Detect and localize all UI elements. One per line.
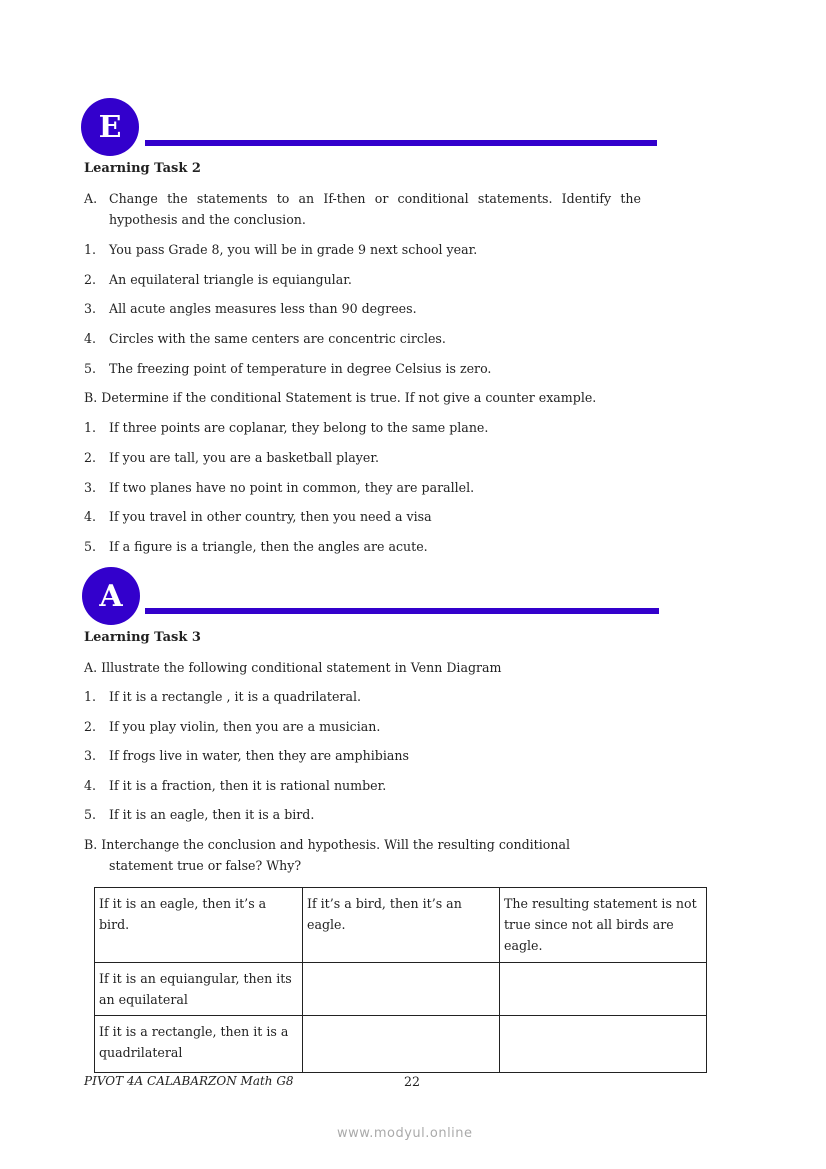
list-item: If a figure is a triangle, then the angles are acute.: [109, 539, 428, 554]
item-number: 5.: [84, 807, 97, 822]
instruction: Change the statements to an If-then or conditional statements. Identify the: [109, 191, 641, 206]
item-number: 1.: [84, 689, 97, 704]
table-cell: If it is a rectangle, then it is a quadrilateral: [95, 1016, 303, 1073]
item-number: 1.: [84, 420, 97, 435]
item-number: 5.: [84, 361, 97, 376]
section-a-badge: A: [82, 567, 140, 625]
list-item: If you play violin, then you are a musician.: [109, 719, 381, 734]
list-item: If you travel in other country, then you need a visa: [109, 509, 432, 524]
table-cell[interactable]: [303, 1016, 500, 1073]
item-number: 4.: [84, 509, 97, 524]
section-title: Learning Task 2: [84, 161, 201, 176]
item-number: 2.: [84, 272, 97, 287]
instruction: hypothesis and the conclusion.: [109, 212, 306, 227]
part-label: A.: [84, 191, 98, 206]
list-item: You pass Grade 8, you will be in grade 9 next school year.: [109, 242, 478, 257]
item-number: 3.: [84, 301, 97, 316]
watermark: www.modyul.online: [337, 1126, 473, 1141]
list-item: If it is an eagle, then it is a bird.: [109, 807, 315, 822]
list-item: If frogs live in water, then they are amphibians: [109, 748, 409, 763]
item-number: 2.: [84, 450, 97, 465]
table-cell[interactable]: [500, 1016, 707, 1073]
list-item: An equilateral triangle is equiangular.: [109, 272, 352, 287]
footer-title: PIVOT 4A CALABARZON Math G8: [84, 1074, 294, 1088]
item-number: 3.: [84, 480, 97, 495]
section-title: Learning Task 3: [84, 630, 201, 645]
list-item: If two planes have no point in common, they are parallel.: [109, 480, 475, 495]
list-item: If you are tall, you are a basketball player.: [109, 450, 379, 465]
item-number: 2.: [84, 719, 97, 734]
instruction: statement true or false? Why?: [109, 858, 302, 873]
list-item: All acute angles measures less than 90 degrees.: [109, 301, 417, 316]
section-divider: [145, 140, 657, 146]
item-number: 3.: [84, 748, 97, 763]
table-cell: If it is an eagle, then it’s a bird.: [95, 888, 303, 963]
list-item: If it is a fraction, then it is rational number.: [109, 778, 387, 793]
item-number: 1.: [84, 242, 97, 257]
table-cell: If it is an equiangular, then its an equilateral: [95, 963, 303, 1016]
item-number: 4.: [84, 778, 97, 793]
answer-table: [94, 887, 707, 1073]
table-cell[interactable]: [303, 963, 500, 1016]
table-row: [95, 1016, 707, 1073]
list-item: Circles with the same centers are concentric circles.: [109, 331, 446, 346]
list-item: The freezing point of temperature in degree Celsius is zero.: [109, 361, 492, 376]
table-cell: The resulting statement is not true since not all birds are eagle.: [500, 888, 707, 963]
item-number: 5.: [84, 539, 97, 554]
page-number: 22: [404, 1074, 421, 1089]
item-number: 4.: [84, 331, 97, 346]
instruction: B. Interchange the conclusion and hypothesis. Will the resulting conditional: [84, 837, 571, 852]
list-item: If three points are coplanar, they belong to the same plane.: [109, 420, 489, 435]
instruction: B. Determine if the conditional Statement is true. If not give a counter example.: [84, 390, 597, 405]
table-cell[interactable]: [500, 963, 707, 1016]
section-divider: [145, 608, 659, 614]
list-item: If it is a rectangle , it is a quadrilateral.: [109, 689, 361, 704]
table-row: [95, 888, 707, 963]
table-row: [95, 963, 707, 1016]
instruction: A. Illustrate the following conditional statement in Venn Diagram: [84, 660, 502, 675]
section-e-badge: E: [81, 98, 139, 156]
table-cell: If it’s a bird, then it’s an eagle.: [303, 888, 500, 963]
